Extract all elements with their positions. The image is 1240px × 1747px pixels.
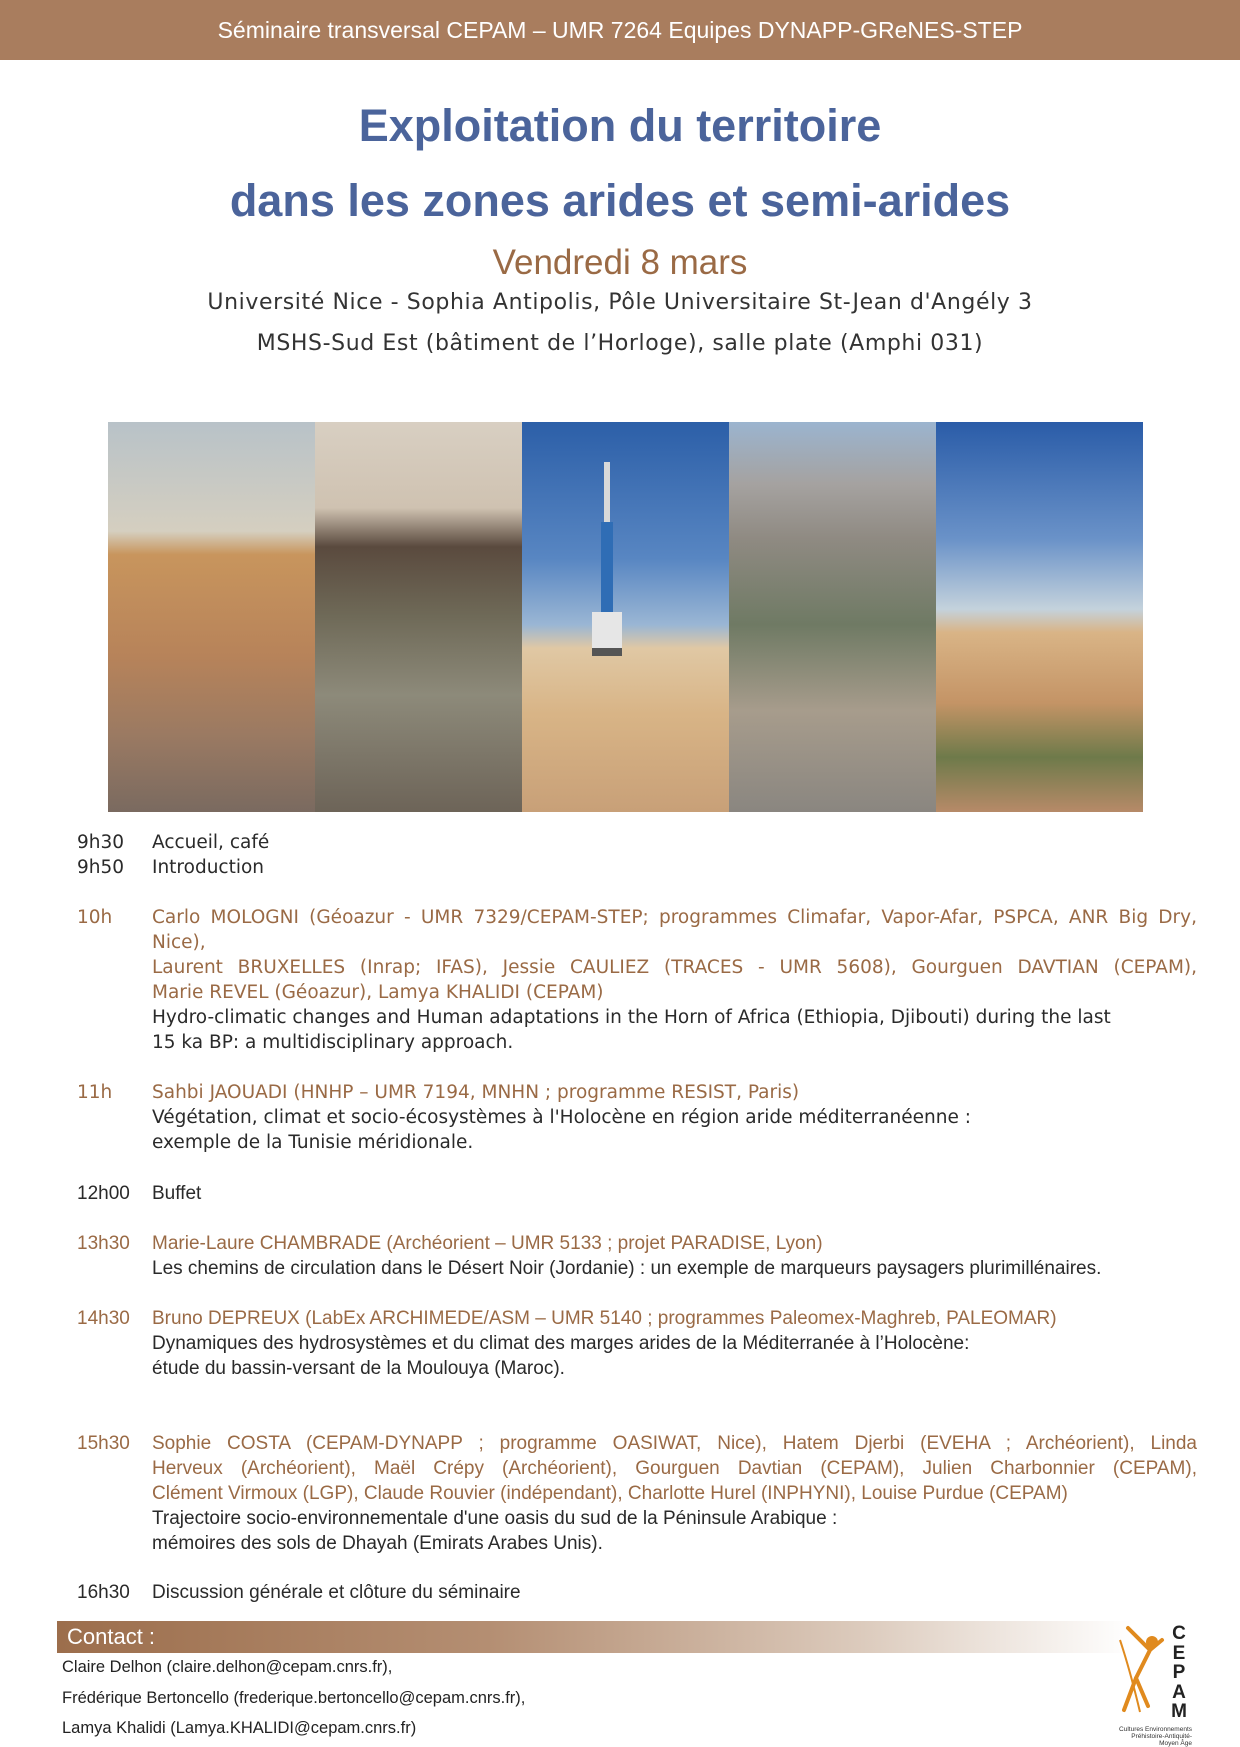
program-item-11h [77, 1080, 1197, 1155]
contact-line-delhon: Claire Delhon (claire.delhon@cepam.cnrs.fr), [62, 1658, 393, 1676]
logo-letter: P [1172, 1662, 1186, 1683]
header-banner: Séminaire transversal CEPAM – UMR 7264 Equipes DYNAPP-GReNES-STEP [0, 0, 1240, 60]
speakers-line: Sophie COSTA (CEPAM-DYNAPP ; programme OASIWAT, Nice), Hatem Djerbi (EVEHA ; Archéorient), Linda [152, 1433, 1197, 1454]
talk-title-line: exemple de la Tunisie méridionale. [152, 1132, 474, 1153]
contact-line-khalidi: Lamya Khalidi (Lamya.KHALIDI@cepam.cnrs.fr) [62, 1719, 417, 1737]
talk-title-line: 15 ka BP: a multidisciplinary approach. [152, 1032, 514, 1053]
time-label: 13h30 [77, 1233, 130, 1254]
talk-title-line: Trajectoire socio-environnementale d'une oasis du sud de la Péninsule Arabique : [152, 1508, 838, 1529]
time-label: 9h30 [77, 832, 125, 853]
session-content [152, 1080, 1197, 1155]
logo-letters [1168, 1624, 1190, 1722]
session-content [152, 1306, 1197, 1381]
photo-strip [108, 422, 1143, 812]
speakers-line: Bruno DEPREUX (LabEx ARCHIMEDE/ASM – UMR 5140 ; programmes Paleomex-Maghreb, PALEOMAR) [152, 1308, 1057, 1329]
logo-tagline [1112, 1726, 1192, 1747]
speakers-line: Sahbi JAOUADI (HNHP – UMR 7194, MNHN ; programme RESIST, Paris) [152, 1082, 800, 1103]
item-text: Discussion générale et clôture du séminaire [152, 1582, 521, 1603]
program-item-accueil [77, 830, 1197, 855]
drilling-rig-icon [592, 462, 622, 676]
photo-volcanic-landscape [315, 422, 522, 812]
time-label: 9h50 [77, 857, 125, 878]
event-date: Vendredi 8 mars [492, 243, 748, 282]
program-item-13h30 [77, 1231, 1197, 1281]
session-content [152, 905, 1197, 1055]
time-label: 10h [77, 907, 113, 928]
session-content [152, 1231, 1197, 1281]
logo-letter: E [1172, 1642, 1186, 1664]
program-item-buffet [77, 1181, 1197, 1206]
speakers-line: Laurent BRUXELLES (Inrap; IFAS), Jessie CAULIEZ (TRACES - UMR 5608), Gourguen DAVTIAN (CEPAM), [152, 957, 1197, 978]
talk-title-line: Dynamiques des hydrosystèmes et du climat des marges arides de la Méditerranée à l’Holocène: [152, 1333, 970, 1354]
item-text: Buffet [152, 1183, 202, 1204]
speakers-line: Carlo MOLOGNI (Géoazur - UMR 7329/CEPAM-STEP; programmes Climafar, Vapor-Afar, PSPCA, ANR Big Dry, Nice), [152, 907, 1197, 953]
talk-title-line: Hydro-climatic changes and Human adaptations in the Horn of Africa (Ethiopia, Djibouti) during the last [152, 1007, 1111, 1028]
logo-letter: M [1171, 1701, 1187, 1722]
title-line-1: Exploitation du territoire [358, 100, 882, 151]
program-item-10h [77, 905, 1197, 1055]
logo-letter: C [1172, 1623, 1186, 1644]
talk-title-line: étude du bassin-versant de la Moulouya (Maroc). [152, 1358, 565, 1379]
time-label: 11h [77, 1082, 113, 1103]
time-label: 12h00 [77, 1183, 130, 1204]
program-item-intro [77, 855, 1197, 880]
logo-tagline-1: Cultures Environnements [1119, 1726, 1192, 1733]
item-text: Introduction [152, 857, 265, 878]
venue-line-1: Université Nice - Sophia Antipolis, Pôle Universitaire St-Jean d'Angély 3 [207, 290, 1033, 315]
program-item-14h30 [77, 1306, 1197, 1381]
logo-letter: A [1172, 1681, 1186, 1703]
speakers-line: Marie-Laure CHAMBRADE (Archéorient – UMR 5133 ; projet PARADISE, Lyon) [152, 1233, 823, 1254]
talk-title-line: Végétation, climat et socio-écosystèmes à l'Holocène en région aride méditerranéenne : [152, 1107, 971, 1128]
contact-line-bertoncello: Frédérique Bertoncello (frederique.bertoncello@cepam.cnrs.fr), [62, 1689, 526, 1707]
logo-tagline-2: Préhistoire-Antiquité-Moyen Âge [1131, 1733, 1192, 1747]
venue-line-2: MSHS-Sud Est (bâtiment de l’Horloge), salle plate (Amphi 031) [256, 331, 984, 356]
photo-wadi-vegetation [936, 422, 1143, 812]
speakers-line: Clément Virmoux (LGP), Claude Rouvier (indépendant), Charlotte Hurel (INPHYNI), Louise Purdue (CEPAM) [152, 1483, 1068, 1504]
speakers-line: Marie REVEL (Géoazur), Lamya KHALIDI (CEPAM) [152, 982, 604, 1003]
talk-title-line: mémoires des sols de Dhayah (Emirats Arabes Unis). [152, 1533, 603, 1554]
session-content [152, 1431, 1197, 1556]
time-label: 15h30 [77, 1433, 130, 1454]
photo-drilling-rig [522, 422, 729, 812]
title-line-2: dans les zones arides et semi-arides [229, 175, 1011, 226]
program-item-15h30 [77, 1431, 1197, 1556]
photo-desert-path [108, 422, 315, 812]
program-item-closing [77, 1580, 1197, 1605]
contact-heading: Contact : [57, 1621, 1132, 1653]
time-label: 16h30 [77, 1582, 130, 1603]
time-label: 14h30 [77, 1308, 130, 1329]
item-text: Accueil, café [152, 832, 270, 853]
speakers-line: Herveux (Archéorient), Maël Crépy (Archéorient), Gourguen Davtian (CEPAM), Julien Charbonnier (CEPAM), [152, 1458, 1197, 1479]
photo-oasis-valley [729, 422, 936, 812]
talk-title-line: Les chemins de circulation dans le Désert Noir (Jordanie) : un exemple de marqueurs paysagers plurimillénaires. [152, 1258, 1102, 1279]
